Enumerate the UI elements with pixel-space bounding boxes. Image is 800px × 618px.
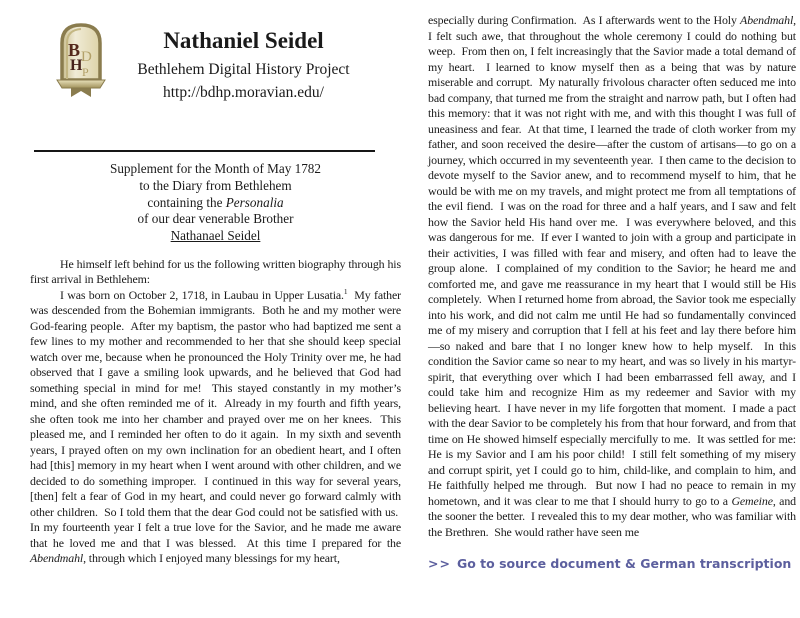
supplement-line-4: of our dear venerable Brother	[137, 211, 294, 227]
supplement-line-3: containing the Personalia	[147, 194, 284, 210]
intro-paragraph: He himself left behind for us the following written biography through his first arrival in Bethlehem:	[30, 256, 401, 287]
biography-paragraph-left: I was born on October 2, 1718, in Laubau in Upper Lusatia.$^1$ My father was descended from the Bohemian immigrants. Both he and my mother were God-fearing people. After my baptism, the pastor who had baptized me sent a few lines to my mother and recommended to her that she should keep special watch over me, because when he pronounced the Holy Trinity over me, he had observed that I gave a smiling look upwards, and he believed that God had something special in mind for me! This stayed constantly in my mother’s mind, and she often reminded me of it. Already in my fourth and fifth years, she often took me into her chamber and prayed over me on her knees. This pleased me, and I reminded her often to do it again. In my sixth and seventh years, I prayed often on my own inclination for an obedient heart, and I often had [this] memory in my heart when I went around with other children, and we decided to do something improper. I continued in this way for several years, [then] felt a fear of God in my heart, and could never go forward calmly with other children. So I told them that the dear God could not be satisfied with us. In my fourteenth year I felt a true love for the Savior, and he made me aware that he loved me and that I was blessed. At this time I prepared for the Abendmahl, through which I enjoyed many blessings for my heart,	[30, 287, 402, 566]
logo-tail-shape	[71, 88, 91, 97]
footer-link-row	[428, 555, 796, 573]
right-column	[428, 13, 796, 573]
supplement-line-5: Nathanael Seidel	[170, 228, 261, 244]
project-url: http://bdhp.moravian.edu/	[162, 84, 324, 101]
source-document-link-label: Go to source document & German transcription	[456, 556, 792, 571]
project-name: Bethlehem Digital History Project	[137, 61, 350, 78]
biography-paragraph-right: especially during Confirmation. As I afterwards went to the Holy Abendmahl, I felt such awe, that throughout the whole ceremony I could do nothing but weep. From then on, I felt increasingly that the Savior made a total demand of my heart. I learned to know myself then as a being that was by nature miserable and corrupt. My naturally frivolous character often seduced me into bad company, that turned me from the straight and narrow path, but I often had this memory: that it was not right with me, and with this thought I was full of uneasiness and fear. At that time, I learned the trade of cloth worker from my father, and soon received the desire—after the custom of artisans—to go on a journey, which occurred in my seventeenth year. I then came to the decision to devote myself to the Savior anew, and to recommend myself to him, that he would be with me on my travels, and might protect me from all temptations of the evil fiend. I was on the road for three and a half years, and I saw and felt how the Savior held His hand over me. I was everywhere beloved, and this was dangerous for me. If ever I wanted to join with a group and participate in their activities, I was filled with fear and misery, and often had to leave the group alone. I complained of my condition to the Savior; he heard me and comforted me, and gave me reassurance in my heart that I would still be His completely. When I returned home from abroad, the Savior took me especially into his work, and did not calm me until He had so fundamentally convinced me of my misery and corruption that I fell at his feet and lay there before him—so naked and bare that I no longer knew how to help myself. In this condition the Savior came so near to my heart, and was so lively in his martyr-spirit, that everything over which I had been embarrassed fell away, and I could take him and recognize Him as my redeemer and Savior with my believing heart. I have never in my life forgotten that moment. I made a pact with the dear Savior to be completely his from that hour forward, and from that time on He showed himself especially mercifully to me. It was settled for me: He is my Savior and I am his poor child! I still felt something of my misery and corrupt spirit, yet I could go to him, child-like, and complain to him, and He faithfully helped me through. But now I had no peace to remain in my hometown, and it was clear to me that I should hurry to go to a Gemeine, and the sooner the better. I revealed this to my dear mother, who was familiar with the Brethren. She would rather have seen me	[428, 13, 796, 539]
supplement-line-2: to the Diary from Bethlehem	[139, 177, 292, 193]
logo-letter-d: D	[81, 49, 92, 65]
source-document-link[interactable]	[428, 556, 791, 571]
supplement-heading	[30, 161, 401, 245]
left-column	[30, 20, 401, 567]
logo-letter-b: B	[68, 40, 81, 60]
logo-letter-p: P	[82, 65, 89, 79]
logo-base-shape	[57, 80, 105, 88]
project-header	[30, 20, 401, 102]
supplement-line-1: Supplement for the Month of May 1782	[110, 161, 321, 176]
page-title: Nathaniel Seidel	[163, 28, 324, 53]
header-text-block	[110, 20, 401, 102]
logo-letter-h: H	[70, 57, 83, 74]
chevrons-right-icon: >>	[428, 556, 451, 571]
header-divider	[34, 150, 375, 152]
bdhp-logo-icon	[52, 20, 110, 98]
